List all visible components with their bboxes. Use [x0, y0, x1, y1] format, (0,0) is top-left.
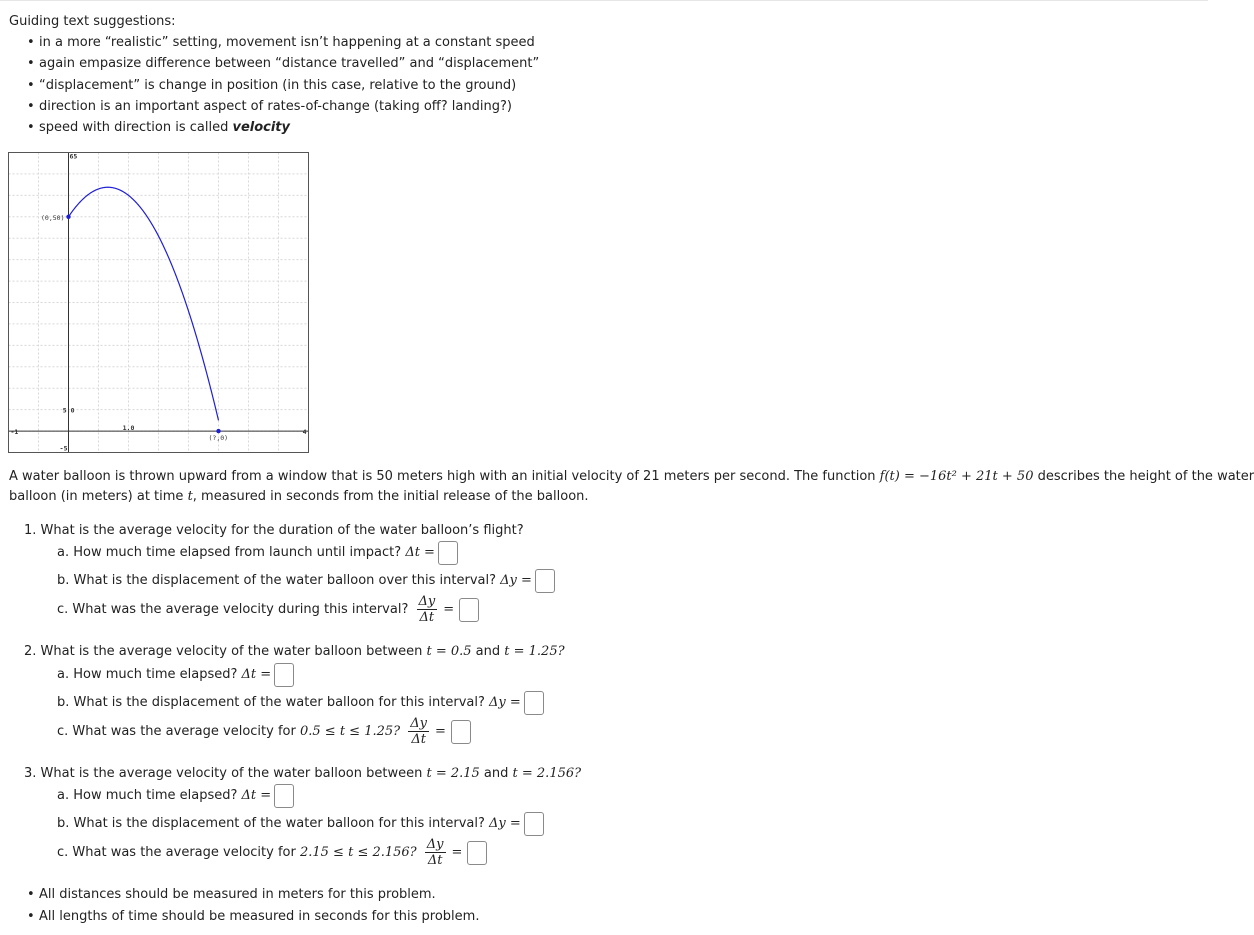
top-divider — [0, 0, 1208, 1]
q1a-answer-input[interactable] — [438, 541, 458, 565]
q3b-answer-input[interactable] — [524, 812, 544, 836]
q3b: b. What is the displacement of the water balloon for this interval? Δy = — [57, 811, 544, 837]
velocity-emphasis: velocity — [232, 120, 290, 135]
question-3-title: 3. What is the average velocity of the water balloon between t = 2.15 and t = 2.156? — [24, 766, 582, 781]
point-label: (?,0) — [208, 434, 229, 443]
guiding-item: • again empasize difference between “distance travelled” and “displacement” — [39, 56, 539, 71]
q1c-answer-input[interactable] — [459, 598, 479, 622]
q1b: b. What is the displacement of the water balloon over this interval? Δy = — [57, 568, 555, 594]
q2c: c. What was the average velocity for 0.5 ≤ t ≤ 1.25? $\frac{\Delta y}{\Delta t}$ = — [57, 716, 471, 747]
q3c-answer-input[interactable] — [467, 841, 487, 865]
q2c-answer-input[interactable] — [451, 720, 471, 744]
tick-label: 65 — [69, 152, 78, 161]
note-item: • All lengths of time should be measured in seconds for this problem. — [39, 909, 479, 924]
q1c: c. What was the average velocity during this interval? $\frac{\Delta y}{\Delta t}$ = — [57, 594, 479, 625]
tick-label: 4 — [302, 428, 307, 437]
guiding-heading: Guiding text suggestions: — [9, 14, 176, 29]
graph-grid — [9, 153, 309, 453]
q2b-answer-input[interactable] — [524, 691, 544, 715]
guiding-item: • direction is an important aspect of rates-of-change (taking off? landing?) — [39, 99, 512, 114]
function-curve — [69, 187, 219, 420]
intro-line-1: A water balloon is thrown upward from a window that is 50 meters high with an initial velocity of 21 meters per second. The function f(t) = −16t² + 21t + 50 describes the height of the water — [9, 469, 1254, 484]
intro-formula: f(t) = −16t² + 21t + 50 — [879, 469, 1034, 484]
graph-point — [66, 215, 70, 219]
question-2-title: 2. What is the average velocity of the water balloon between t = 0.5 and t = 1.25? — [24, 644, 565, 659]
guiding-item: • in a more “realistic” setting, movement isn’t happening at a constant speed — [39, 35, 535, 50]
guiding-item: • “displacement” is change in position (in this case, relative to the ground) — [39, 78, 516, 93]
function-graph — [8, 152, 310, 453]
q2a: a. How much time elapsed? Δt = — [57, 662, 294, 688]
q2a-answer-input[interactable] — [274, 663, 294, 687]
q3a: a. How much time elapsed? Δt = — [57, 783, 294, 809]
q2b: b. What is the displacement of the water balloon for this interval? Δy = — [57, 690, 544, 716]
question-1-title: 1. What is the average velocity for the duration of the water balloon’s flight? — [24, 523, 524, 538]
guiding-item: • speed with direction is called velocity — [39, 120, 290, 135]
intro-line-2: balloon (in meters) at time t, measured in seconds from the initial release of the balloon. — [9, 489, 589, 504]
q3a-answer-input[interactable] — [274, 784, 294, 808]
tick-label: -1 — [10, 428, 19, 437]
note-item: • All distances should be measured in meters for this problem. — [39, 887, 436, 902]
tick-label: 5.0 — [62, 406, 75, 415]
tick-label: 1.0 — [122, 424, 135, 433]
q1b-answer-input[interactable] — [535, 569, 555, 593]
q3c: c. What was the average velocity for 2.15 ≤ t ≤ 2.156? $\frac{\Delta y}{\Delta t}$ = — [57, 837, 487, 868]
graph-point — [216, 429, 220, 433]
tick-label: -5 — [59, 444, 68, 453]
point-label: (0,50) — [41, 213, 65, 222]
q1a: a. How much time elapsed from launch until impact? Δt = — [57, 540, 458, 566]
